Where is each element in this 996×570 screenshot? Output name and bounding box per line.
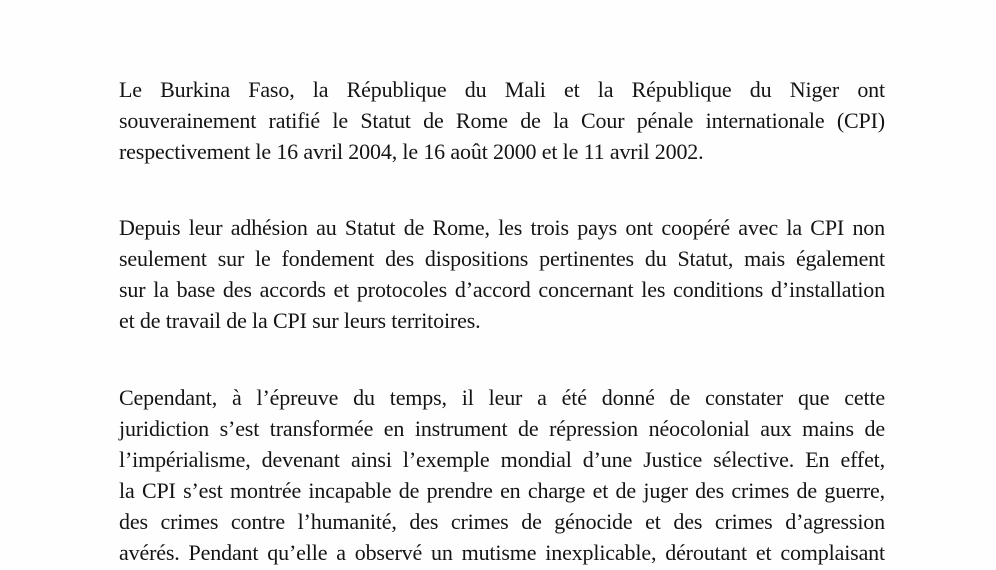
text-line: souverainement ratifié le Statut de Rome de la Cour pénale internationale (CPI) [119,108,885,133]
text-line: Le Burkina Faso, la République du Mali et la République du Niger ont [119,77,885,102]
text-line: juridiction s’est transformée en instrument de répression néocolonial aux mains de [119,416,885,441]
text-line: seulement sur le fondement des dispositions pertinentes du Statut, mais également [119,246,885,271]
text-line: Depuis leur adhésion au Statut de Rome, les trois pays ont coopéré avec la CPI non [119,215,885,240]
paragraph-criticism [119,382,885,568]
paragraph-ratification [119,74,885,167]
text-line: et de travail de la CPI sur leurs territoires. [119,308,481,333]
text-line: respectivement le 16 avril 2004, le 16 août 2000 et le 11 avril 2002. [119,139,704,164]
text-line: avérés. Pendant qu’elle a observé un mutisme inexplicable, déroutant et complaisant [119,540,885,565]
text-line: l’impérialisme, devenant ainsi l’exemple mondial d’une Justice sélective. En effet, [119,447,885,472]
paragraph-cooperation [119,212,885,336]
text-line: sur la base des accords et protocoles d’accord concernant les conditions d’installation [119,277,885,302]
text-line: la CPI s’est montrée incapable de prendre en charge et de juger des crimes de guerre, [119,478,885,503]
text-line: Cependant, à l’épreuve du temps, il leur a été donné de constater que cette [119,385,885,410]
text-line: des crimes contre l’humanité, des crimes de génocide et des crimes d’agression [119,509,885,534]
